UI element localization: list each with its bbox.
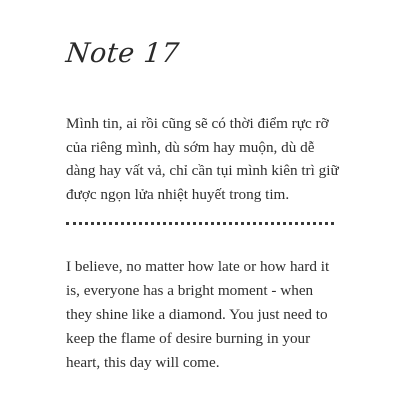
note-title: Note 17 [64,38,181,69]
english-paragraph: I believe, no matter how late or how hard it is, everyone has a bright moment - when they shine like a diamond. You just need to keep the flame of desire burning in your heart, this day will come. [66,258,330,371]
vietnamese-paragraph: Mình tin, ai rồi cũng sẽ có thời điểm rực rỡ của riêng mình, dù sớm hay muộn, dù dễ dàng hay vất vả, chỉ cần tụi mình kiên trì giữ được ngọn lửa nhiệt huyết trong tim. [66,115,339,203]
dotted-divider [66,222,334,225]
